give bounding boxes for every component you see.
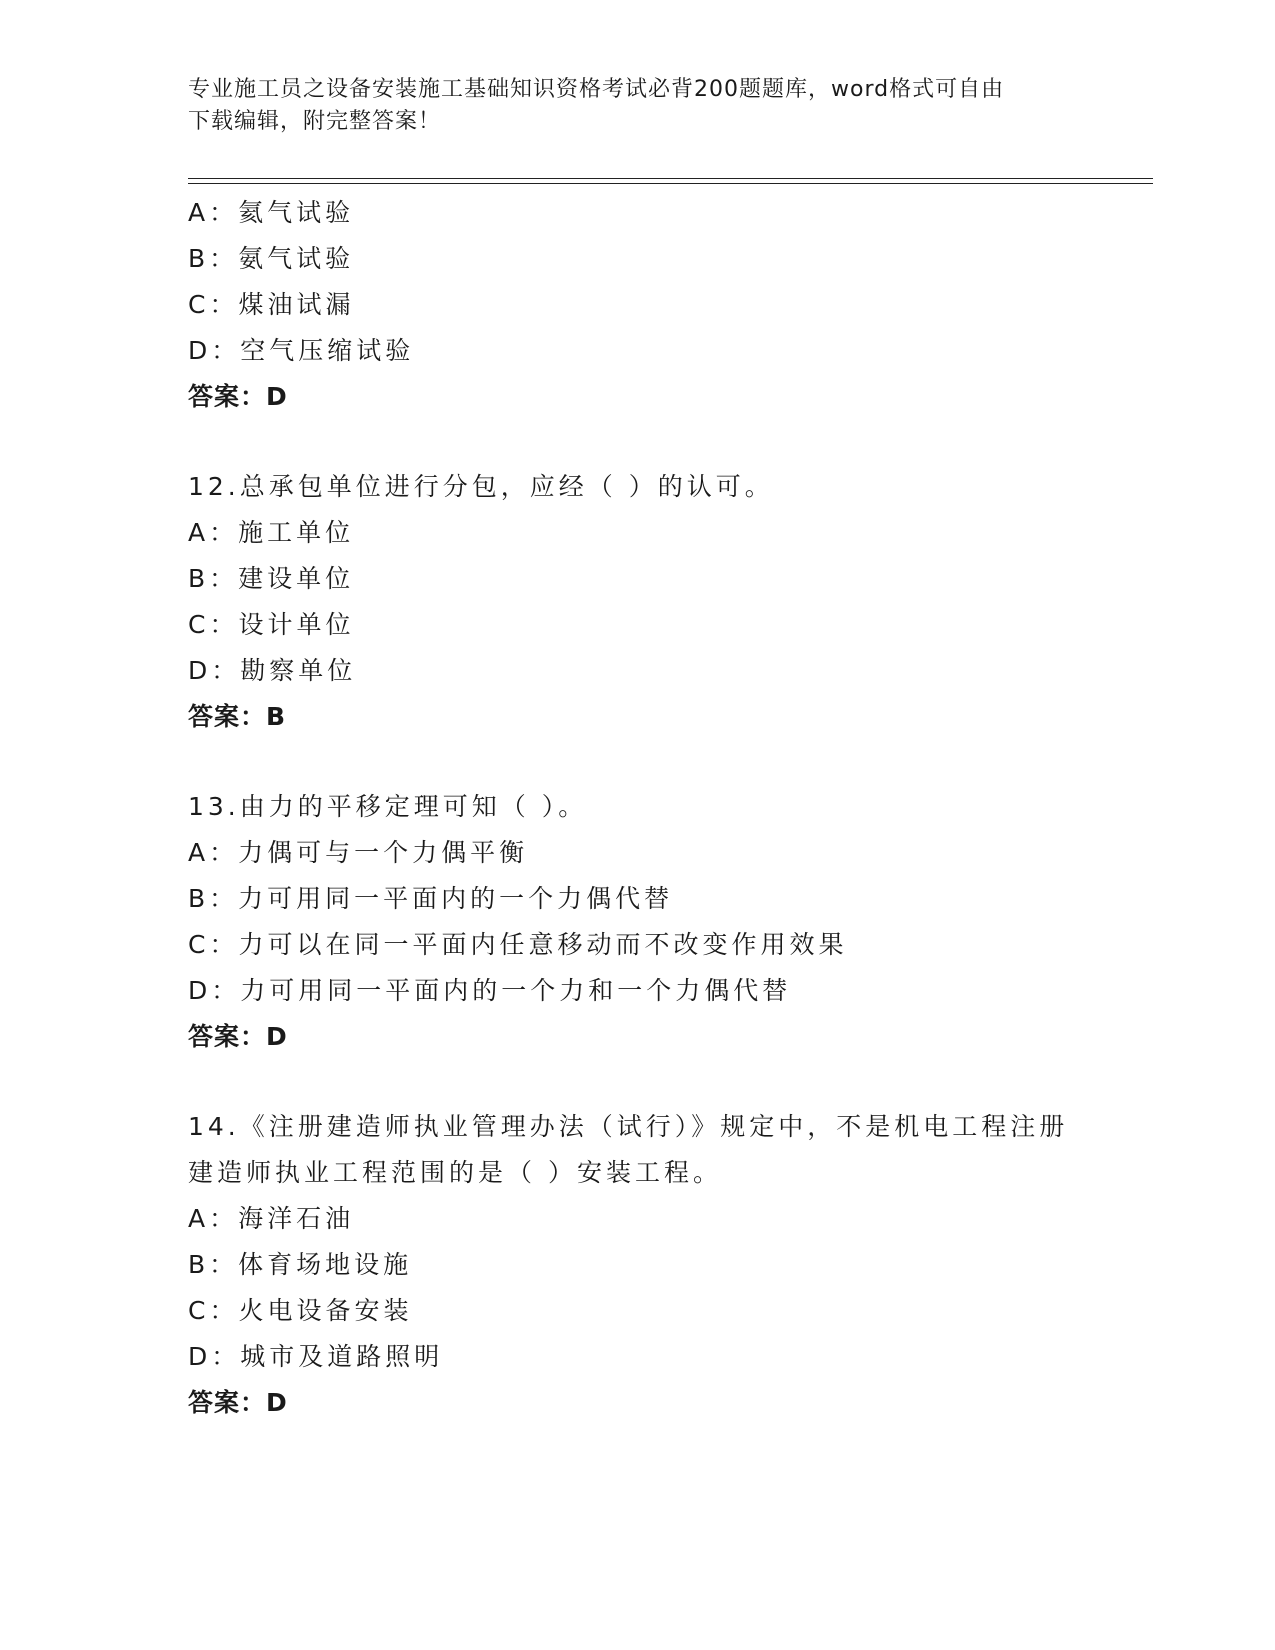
option-d: D：勘察单位 xyxy=(188,656,357,685)
question-text: 13.由力的平移定理可知（ ）。 xyxy=(188,792,588,821)
question-text: 12.总承包单位进行分包，应经（ ）的认可。 xyxy=(188,472,774,501)
option-c: C：设计单位 xyxy=(188,610,355,639)
option-a: A：施工单位 xyxy=(188,518,355,547)
header-title-line-2: 下载编辑，附完整答案！ xyxy=(188,109,442,134)
header-title-line-1: 专业施工员之设备安装施工基础知识资格考试必背200题题库，word格式可自由 xyxy=(188,77,1005,102)
option-a: A：氦气试验 xyxy=(188,198,355,227)
spacer xyxy=(188,740,1148,784)
answer-line: 答案：D xyxy=(188,382,288,411)
option-a: A：力偶可与一个力偶平衡 xyxy=(188,838,529,867)
option-d: D：力可用同一平面内的一个力和一个力偶代替 xyxy=(188,976,792,1005)
option-b: B：建设单位 xyxy=(188,564,355,593)
question-text-line-1: 14.《注册建造师执业管理办法（试行）》规定中，不是机电工程注册 xyxy=(188,1112,1069,1141)
option-c: C：力可以在同一平面内任意移动而不改变作用效果 xyxy=(188,930,848,959)
question-block-14 xyxy=(188,1104,1148,1426)
option-c: C：煤油试漏 xyxy=(188,290,355,319)
question-block-12 xyxy=(188,464,1148,740)
spacer xyxy=(188,1060,1148,1104)
option-a: A：海洋石油 xyxy=(188,1204,355,1233)
header-divider-bottom xyxy=(188,183,1153,184)
answer-line: 答案：D xyxy=(188,1022,288,1051)
option-b: B：氨气试验 xyxy=(188,244,355,273)
spacer xyxy=(188,420,1148,464)
question-list xyxy=(188,190,1148,1426)
option-c: C：火电设备安装 xyxy=(188,1296,413,1325)
question-text-line-2: 建造师执业工程范围的是（ ）安装工程。 xyxy=(188,1158,722,1187)
question-block-13 xyxy=(188,784,1148,1060)
option-d: D：城市及道路照明 xyxy=(188,1342,444,1371)
option-d: D：空气压缩试验 xyxy=(188,336,415,365)
header-divider-top xyxy=(188,178,1153,179)
answer-line: 答案：B xyxy=(188,702,287,731)
document-header xyxy=(188,74,1068,138)
question-block-11 xyxy=(188,190,1148,420)
option-b: B：力可用同一平面内的一个力偶代替 xyxy=(188,884,674,913)
answer-line: 答案：D xyxy=(188,1388,288,1417)
option-b: B：体育场地设施 xyxy=(188,1250,413,1279)
